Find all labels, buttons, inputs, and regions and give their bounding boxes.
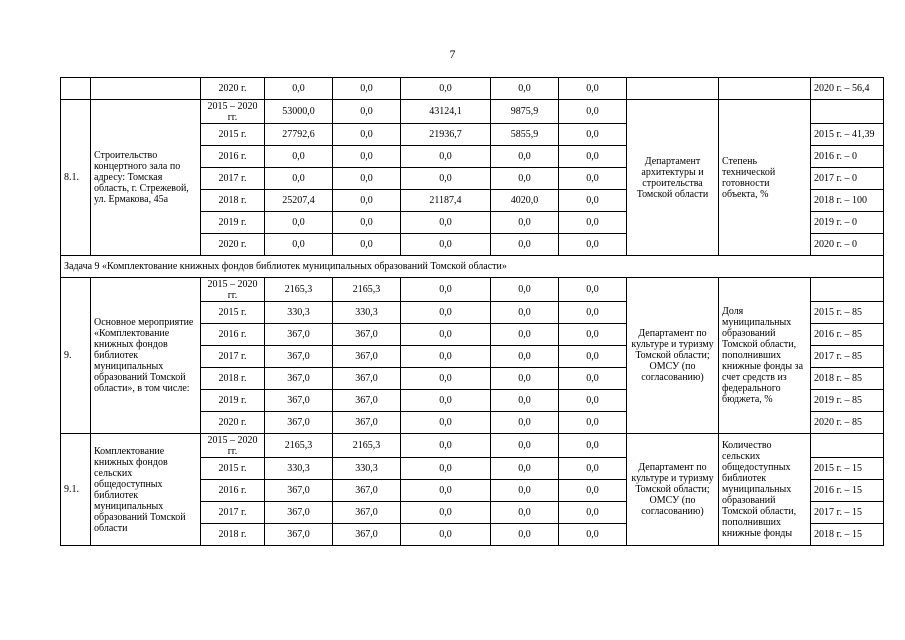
value-cell: 0,0 [333, 190, 401, 212]
year-cell: 2018 г. [201, 524, 265, 546]
value-cell: 0,0 [333, 146, 401, 168]
result-cell [811, 100, 884, 124]
value-cell: 0,0 [401, 278, 491, 302]
value-cell: 0,0 [491, 168, 559, 190]
result-cell: 2019 г. – 0 [811, 212, 884, 234]
value-cell: 0,0 [401, 324, 491, 346]
year-cell: 2015 – 2020 гг. [201, 278, 265, 302]
value-cell: 0,0 [491, 278, 559, 302]
value-cell: 0,0 [491, 458, 559, 480]
value-cell: 0,0 [265, 146, 333, 168]
year-cell: 2017 г. [201, 168, 265, 190]
value-cell: 0,0 [491, 302, 559, 324]
value-cell: 0,0 [333, 234, 401, 256]
value-cell: 367,0 [333, 412, 401, 434]
value-cell: 0,0 [491, 368, 559, 390]
value-cell: 0,0 [559, 278, 627, 302]
value-cell: 0,0 [491, 390, 559, 412]
item-number: 8.1. [61, 100, 91, 256]
value-cell: 5855,9 [491, 124, 559, 146]
result-cell: 2019 г. – 85 [811, 390, 884, 412]
value-cell: 2165,3 [333, 278, 401, 302]
value-cell: 25207,4 [265, 190, 333, 212]
year-cell: 2015 г. [201, 124, 265, 146]
value-cell: 330,3 [333, 458, 401, 480]
year-cell: 2020 г. [201, 234, 265, 256]
result-cell: 2020 г. – 85 [811, 412, 884, 434]
value-cell: 0,0 [491, 480, 559, 502]
value-cell: 0,0 [559, 524, 627, 546]
value-cell: 2165,3 [333, 434, 401, 458]
value-cell: 0,0 [491, 346, 559, 368]
year-cell: 2017 г. [201, 502, 265, 524]
value-cell: 0,0 [333, 124, 401, 146]
result-cell: 2017 г. – 0 [811, 168, 884, 190]
result-cell: 2015 г. – 41,39 [811, 124, 884, 146]
item-name: Строительство концертного зала по адресу: Томская область, г. Стрежевой, ул. Ермакова, 45а [91, 100, 201, 256]
indicator-cell: Степень технической готовности объекта, % [719, 100, 811, 256]
year-cell: 2015 г. [201, 458, 265, 480]
result-cell: 2016 г. – 85 [811, 324, 884, 346]
task-row [61, 256, 884, 278]
year-cell: 2019 г. [201, 390, 265, 412]
value-cell: 0,0 [333, 100, 401, 124]
value-cell: 0,0 [491, 146, 559, 168]
value-cell: 367,0 [265, 502, 333, 524]
item-number: 9.1. [61, 434, 91, 546]
value-cell: 0,0 [401, 502, 491, 524]
department-cell: Департамент по культуре и туризму Томской области; ОМСУ (по согласованию) [627, 278, 719, 434]
value-cell: 0,0 [491, 502, 559, 524]
table-row [61, 78, 884, 100]
value-cell: 0,0 [559, 78, 627, 100]
value-cell: 0,0 [559, 302, 627, 324]
result-cell: 2020 г. – 0 [811, 234, 884, 256]
value-cell: 367,0 [265, 346, 333, 368]
value-cell: 0,0 [401, 234, 491, 256]
value-cell: 0,0 [559, 458, 627, 480]
value-cell: 0,0 [559, 124, 627, 146]
year-cell: 2015 – 2020 гг. [201, 100, 265, 124]
year-cell: 2016 г. [201, 324, 265, 346]
value-cell: 4020,0 [491, 190, 559, 212]
value-cell: 367,0 [333, 324, 401, 346]
year-cell: 2016 г. [201, 480, 265, 502]
department-cell: Департамент по культуре и туризму Томской области; ОМСУ (по согласованию) [627, 434, 719, 546]
result-cell [811, 278, 884, 302]
value-cell: 53000,0 [265, 100, 333, 124]
year-cell: 2017 г. [201, 346, 265, 368]
value-cell: 367,0 [333, 524, 401, 546]
table-row [61, 434, 884, 458]
program-table [60, 77, 884, 546]
year-cell: 2015 – 2020 гг. [201, 434, 265, 458]
value-cell: 0,0 [559, 100, 627, 124]
value-cell: 0,0 [559, 190, 627, 212]
number-cell [61, 78, 91, 100]
value-cell: 2165,3 [265, 434, 333, 458]
value-cell: 0,0 [491, 434, 559, 458]
value-cell: 367,0 [265, 324, 333, 346]
task-title: Задача 9 «Комплектование книжных фондов библиотек муниципальных образований Томской области» [61, 256, 884, 278]
value-cell: 0,0 [559, 234, 627, 256]
value-cell: 9875,9 [491, 100, 559, 124]
value-cell: 367,0 [333, 368, 401, 390]
year-cell: 2020 г. [201, 412, 265, 434]
table-row [61, 100, 884, 124]
value-cell: 0,0 [265, 168, 333, 190]
value-cell: 0,0 [491, 212, 559, 234]
value-cell: 0,0 [265, 234, 333, 256]
year-cell: 2020 г. [201, 78, 265, 100]
item-number: 9. [61, 278, 91, 434]
value-cell: 0,0 [559, 368, 627, 390]
item-name: Основное мероприятие «Комплектование книжных фондов библиотек муниципальных образований Томской области», в том числе: [91, 278, 201, 434]
result-cell: 2017 г. – 85 [811, 346, 884, 368]
year-cell: 2018 г. [201, 368, 265, 390]
value-cell: 0,0 [559, 212, 627, 234]
value-cell: 0,0 [559, 146, 627, 168]
result-cell: 2016 г. – 0 [811, 146, 884, 168]
year-cell: 2016 г. [201, 146, 265, 168]
name-cell [91, 78, 201, 100]
department-cell [627, 78, 719, 100]
result-cell: 2017 г. – 15 [811, 502, 884, 524]
result-cell: 2018 г. – 15 [811, 524, 884, 546]
table-row [61, 278, 884, 302]
value-cell: 0,0 [401, 412, 491, 434]
result-cell: 2015 г. – 85 [811, 302, 884, 324]
value-cell: 0,0 [401, 212, 491, 234]
value-cell: 0,0 [401, 368, 491, 390]
value-cell: 0,0 [401, 458, 491, 480]
value-cell: 0,0 [265, 212, 333, 234]
value-cell: 367,0 [265, 412, 333, 434]
value-cell: 0,0 [559, 168, 627, 190]
value-cell: 367,0 [333, 346, 401, 368]
result-cell: 2015 г. – 15 [811, 458, 884, 480]
value-cell: 21187,4 [401, 190, 491, 212]
value-cell: 0,0 [559, 324, 627, 346]
value-cell: 0,0 [491, 78, 559, 100]
value-cell: 367,0 [265, 480, 333, 502]
value-cell: 0,0 [559, 390, 627, 412]
indicator-cell [719, 78, 811, 100]
value-cell: 0,0 [401, 524, 491, 546]
value-cell: 0,0 [559, 434, 627, 458]
value-cell: 0,0 [559, 502, 627, 524]
result-cell: 2018 г. – 100 [811, 190, 884, 212]
value-cell: 21936,7 [401, 124, 491, 146]
value-cell: 27792,6 [265, 124, 333, 146]
value-cell: 0,0 [559, 412, 627, 434]
value-cell: 330,3 [265, 302, 333, 324]
value-cell: 0,0 [401, 434, 491, 458]
value-cell: 0,0 [401, 168, 491, 190]
year-cell: 2019 г. [201, 212, 265, 234]
value-cell: 0,0 [491, 234, 559, 256]
year-cell: 2018 г. [201, 190, 265, 212]
value-cell: 0,0 [559, 480, 627, 502]
value-cell: 0,0 [491, 324, 559, 346]
table-body [61, 78, 884, 546]
value-cell: 0,0 [559, 346, 627, 368]
value-cell: 330,3 [265, 458, 333, 480]
value-cell: 0,0 [401, 480, 491, 502]
value-cell: 0,0 [491, 524, 559, 546]
value-cell: 367,0 [333, 502, 401, 524]
value-cell: 367,0 [265, 368, 333, 390]
value-cell: 0,0 [401, 302, 491, 324]
value-cell: 0,0 [401, 146, 491, 168]
value-cell: 330,3 [333, 302, 401, 324]
value-cell: 367,0 [333, 390, 401, 412]
indicator-cell: Доля муниципальных образований Томской области, пополнивших книжные фонды за счет средств из федерального бюджета, % [719, 278, 811, 434]
page-number: 7 [449, 47, 456, 61]
result-cell: 2016 г. – 15 [811, 480, 884, 502]
value-cell: 0,0 [333, 168, 401, 190]
year-cell: 2015 г. [201, 302, 265, 324]
value-cell: 367,0 [333, 480, 401, 502]
value-cell: 0,0 [401, 78, 491, 100]
result-cell: 2018 г. – 85 [811, 368, 884, 390]
value-cell: 367,0 [265, 390, 333, 412]
value-cell: 0,0 [401, 390, 491, 412]
value-cell: 0,0 [333, 78, 401, 100]
item-name: Комплектование книжных фондов сельских общедоступных библиотек муниципальных образований Томской области [91, 434, 201, 546]
indicator-cell: Количество сельских общедоступных библиотек муниципальных образований Томской области, пополнивших книжные фонды [719, 434, 811, 546]
value-cell: 0,0 [265, 78, 333, 100]
value-cell: 367,0 [265, 524, 333, 546]
department-cell: Департамент архитектуры и строительства Томской области [627, 100, 719, 256]
result-cell [811, 434, 884, 458]
value-cell: 43124,1 [401, 100, 491, 124]
value-cell: 2165,3 [265, 278, 333, 302]
result-cell: 2020 г. – 56,4 [811, 78, 884, 100]
value-cell: 0,0 [491, 412, 559, 434]
value-cell: 0,0 [401, 346, 491, 368]
value-cell: 0,0 [333, 212, 401, 234]
